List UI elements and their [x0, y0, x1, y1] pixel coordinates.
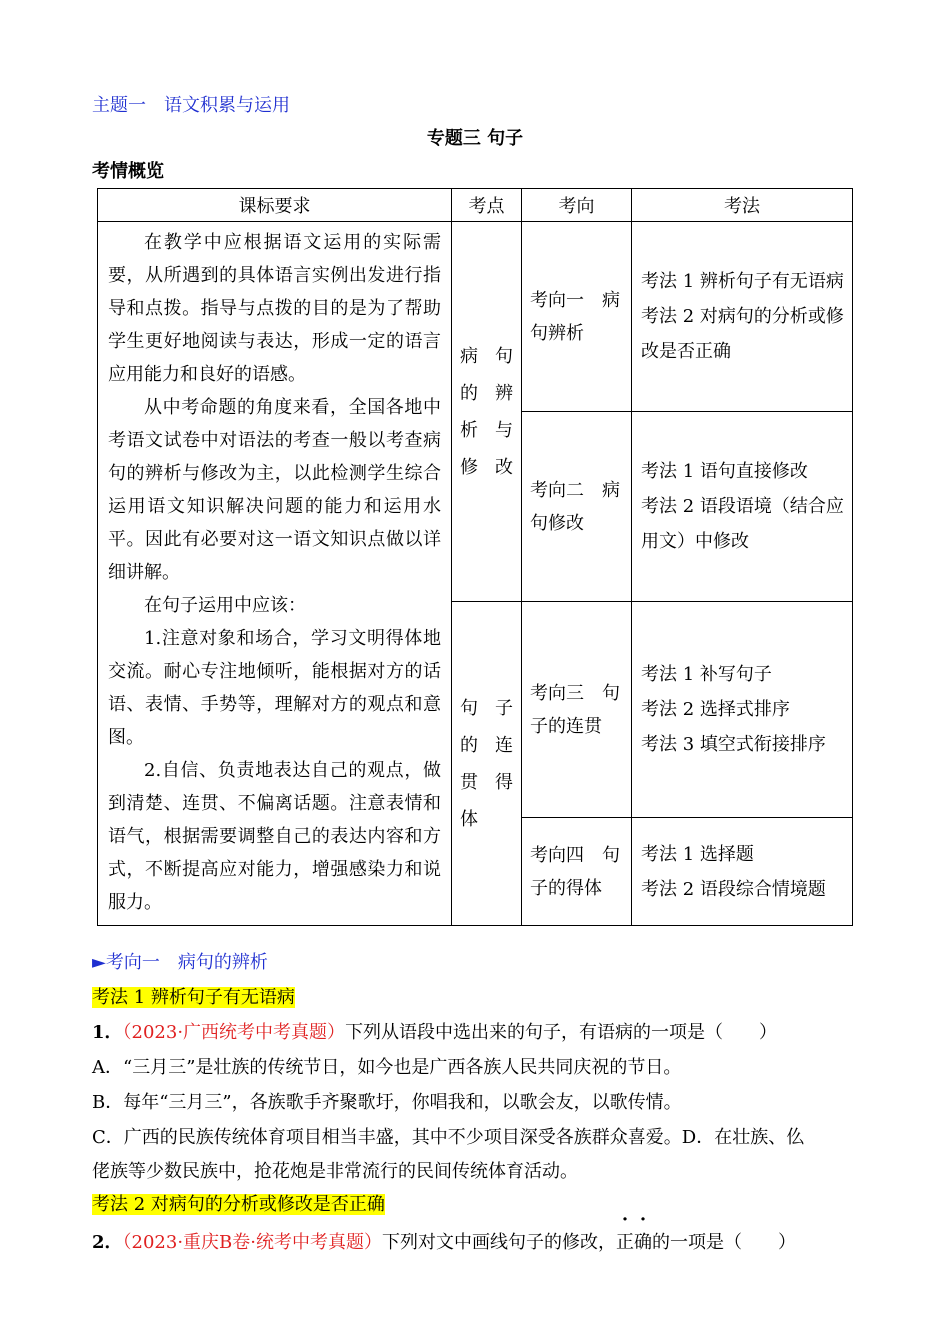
direction-cell: 考向四 句子的得体 — [522, 818, 632, 926]
option-a: A．“三月三”是壮族的传统节日，如今也是广西各族人民共同庆祝的节日。 — [92, 1057, 682, 1078]
overview-heading: 考情概览 — [92, 161, 164, 182]
method-item: 考法 1 补写句子 — [641, 664, 772, 685]
method-item: 考法 2 选择式排序 — [641, 699, 790, 720]
requirement-cell — [98, 222, 452, 926]
method-cell — [632, 412, 853, 602]
requirement-paragraph: 在句子运用中应该： — [144, 595, 306, 616]
option-d-continuation: 佬族等少数民族中，抢花炮是非常流行的民间传统体育活动。 — [92, 1161, 578, 1182]
method-cell — [632, 222, 853, 412]
method-item: 考法 1 辨析句子有无语病 — [641, 271, 844, 292]
method-item: 考法 2 对病句的分析或修改是否正确 — [641, 306, 844, 362]
method-heading: 考法 2 对病句的分析或修改是否正确 — [92, 1194, 385, 1215]
question-stem: 下列从语段中选出来的句子，有语病的一项是（ ） — [345, 1022, 778, 1043]
direction-cell: 考向三 句子的连贯 — [522, 602, 632, 818]
requirement-paragraph: 从中考命题的角度来看，全国各地中考语文试卷中对语法的考查一般以考查病句的辨析与修改为主，以此检测学生综合运用语文知识解决问题的能力和运用水平。因此有必要对这一语文知识点做以详细讲解。 — [108, 397, 441, 583]
header-requirement: 课标要求 — [98, 189, 452, 222]
header-point: 考点 — [452, 189, 522, 222]
emphasis-char: 确 — [634, 1232, 653, 1253]
point-cell: 病句的辨析与修改 — [452, 222, 522, 602]
method-item: 考法 3 填空式衔接排序 — [641, 734, 826, 755]
requirement-paragraph: 在教学中应根据语文运用的实际需要，从所遇到的具体语言实例出发进行指导和点拨。指导与点拨的目的是为了帮助学生更好地阅读与表达，形成一定的语言应用能力和良好的语感。 — [108, 232, 441, 385]
header-direction: 考向 — [522, 189, 632, 222]
method-item: 考法 1 语句直接修改 — [641, 461, 808, 482]
method-item: 考法 2 语段综合情境题 — [641, 878, 826, 900]
header-method: 考法 — [632, 189, 853, 222]
requirement-paragraph: 1.注意对象和场合，学习文明得体地交流。耐心专注地倾听，能根据对方的话语、表情、手势等，理解对方的观点和意图。 — [108, 628, 441, 748]
direction-cell: 考向一 病句辨析 — [522, 222, 632, 412]
question-number: 2． — [92, 1232, 123, 1253]
point-cell: 句子的连贯得体 — [452, 602, 522, 926]
method-heading: 考法 1 辨析句子有无语病 — [92, 987, 295, 1008]
emphasis-char: 正 — [616, 1232, 635, 1253]
option-b: B．每年“三月三”，各族歌手齐聚歌圩，你唱我和，以歌会友，以歌传情。 — [92, 1092, 682, 1113]
topic-heading: 主题一 语文积累与运用 — [92, 95, 290, 116]
question-source: （2023·重庆B卷·统考中考真题） — [122, 1232, 383, 1253]
overview-table — [97, 188, 853, 926]
method-item: 考法 2 语段语境（结合应用文）中修改 — [641, 496, 844, 552]
question-number: 1． — [92, 1022, 123, 1043]
page-title: 专题三 句子 — [426, 128, 524, 149]
method-item: 考法 1 选择题 — [641, 843, 754, 865]
direction-cell: 考向二 病句修改 — [522, 412, 632, 602]
question-stem: 下列对文中画线句子的修改， — [382, 1232, 617, 1253]
question-1 — [92, 1018, 777, 1044]
requirement-paragraph: 2.自信、负责地表达自己的观点，做到清楚、连贯、不偏离话题。注意表情和语气，根据需要调整自己的表达内容和方式，不断提高应对能力，增强感染力和说服力。 — [108, 760, 441, 913]
option-c: C．广西的民族传统体育项目相当丰盛，其中不少项目深受各族群众喜爱。D．在壮族、仫 — [92, 1127, 805, 1148]
question-stem-end: 的一项是（ ） — [652, 1232, 797, 1253]
question-2 — [92, 1228, 796, 1254]
method-cell — [632, 602, 853, 818]
direction-heading: ►考向一 病句的辨析 — [92, 952, 268, 973]
question-source: （2023·广西统考中考真题） — [122, 1022, 346, 1043]
method-cell — [632, 818, 853, 926]
